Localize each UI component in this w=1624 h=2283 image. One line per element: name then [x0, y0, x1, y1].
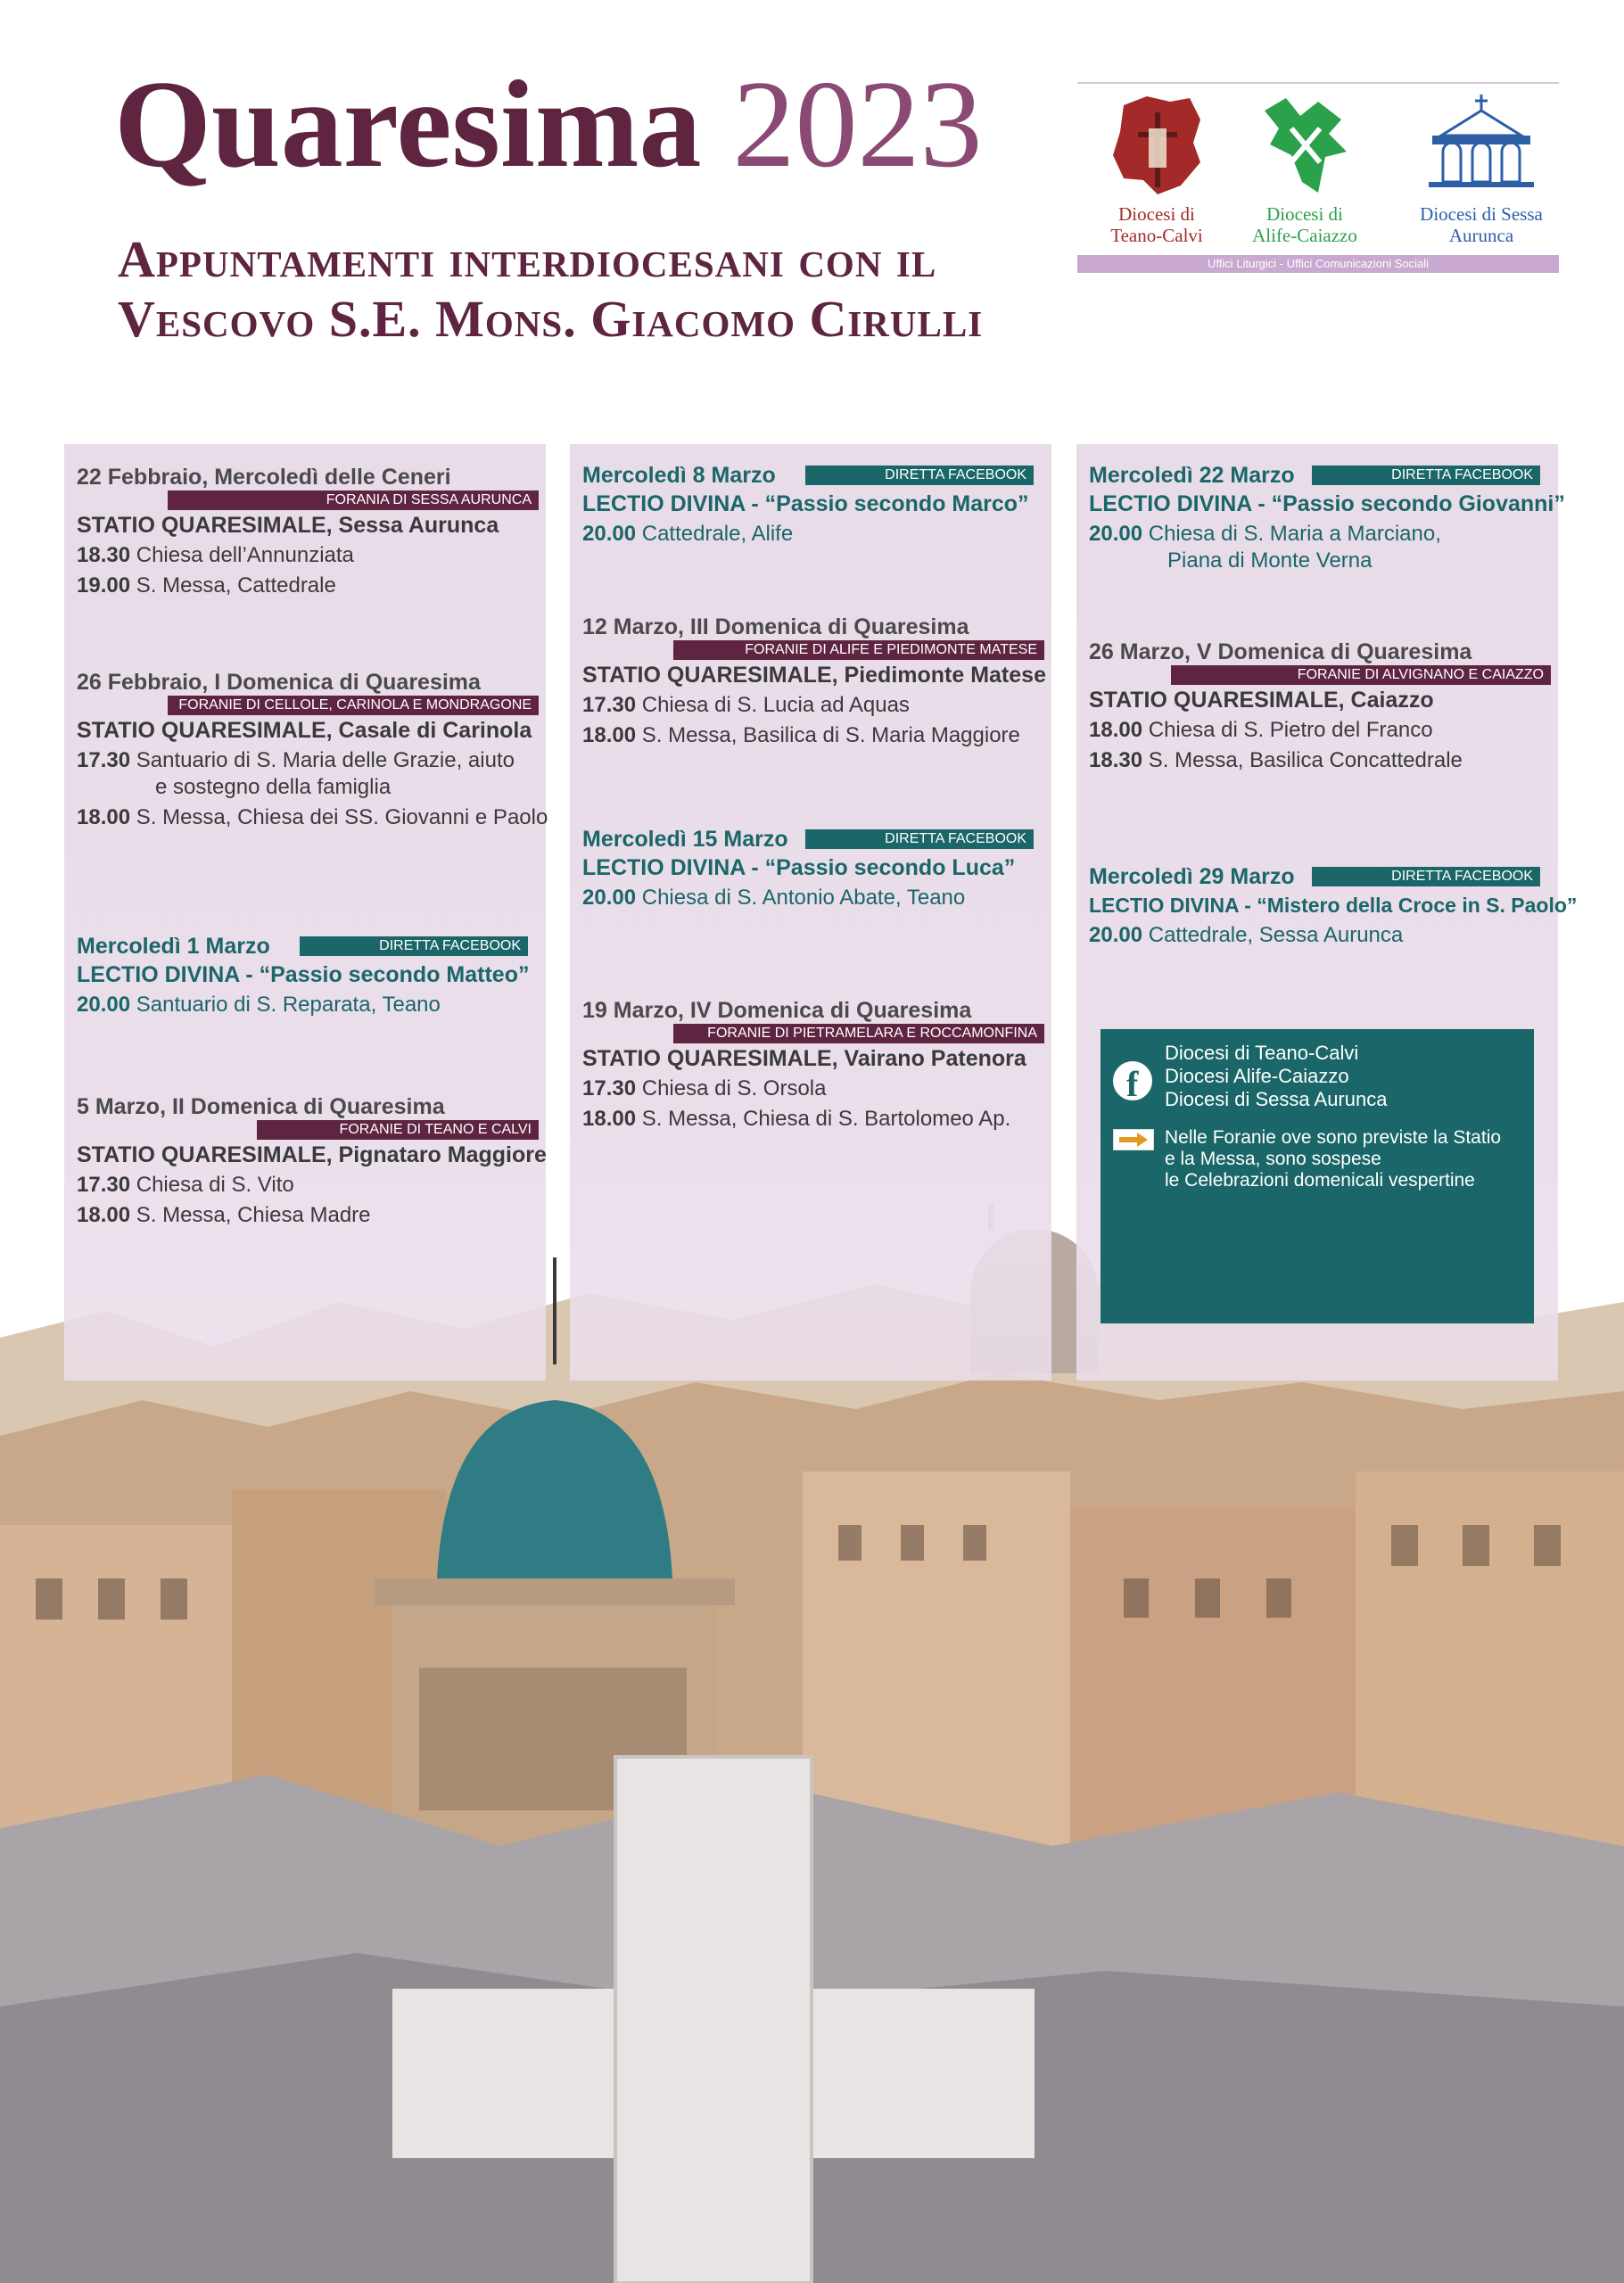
title-year: 2023: [732, 55, 983, 194]
event-title: STATIO QUARESIMALE, Casale di Carinola: [77, 718, 532, 743]
diretta-facebook-tag: DIRETTA FACEBOOK: [805, 466, 1034, 485]
event-line: 18.00 S. Messa, Basilica di S. Maria Maggiore: [582, 723, 1020, 747]
page-subtitle: [118, 230, 983, 349]
event-29-marzo: [1089, 863, 1578, 951]
event-date: 12 Marzo, III Domenica di Quaresima: [582, 614, 969, 639]
facebook-page-alife-caiazzo[interactable]: Diocesi Alife-Caiazzo: [1165, 1065, 1349, 1087]
event-title: LECTIO DIVINA - “Passio secondo Matteo”: [77, 962, 530, 987]
schedule-column-2: [570, 444, 1051, 1381]
event-line: 17.30 Santuario di S. Maria delle Grazie, aiuto: [77, 748, 515, 772]
event-26-marzo: [1089, 639, 1551, 776]
event-date: 5 Marzo, II Domenica di Quaresima: [77, 1094, 445, 1119]
schedule-column-1: [64, 444, 546, 1381]
event-date: 19 Marzo, IV Domenica di Quaresima: [582, 998, 972, 1023]
facebook-icon[interactable]: f: [1113, 1061, 1152, 1100]
logo-teano-calvi-label: Diocesi di Teano-Calvi: [1110, 203, 1203, 247]
diretta-facebook-tag: DIRETTA FACEBOOK: [805, 829, 1034, 849]
forania-tag: FORANIE DI CELLOLE, CARINOLA E MONDRAGONE: [168, 696, 539, 715]
facebook-page-sessa-aurunca[interactable]: Diocesi di Sessa Aurunca: [1165, 1088, 1388, 1110]
event-date: Mercoledì 29 Marzo: [1089, 864, 1295, 889]
event-19-marzo: [582, 997, 1044, 1134]
event-title: LECTIO DIVINA - “Passio secondo Luca”: [582, 855, 1016, 880]
event-title: STATIO QUARESIMALE, Pignataro Maggiore: [77, 1142, 547, 1167]
event-line-continued: e sostegno della famiglia: [155, 775, 392, 799]
event-15-marzo: [582, 826, 1044, 913]
forania-tag: FORANIE DI TEANO E CALVI: [257, 1120, 539, 1140]
diretta-facebook-tag: DIRETTA FACEBOOK: [300, 936, 528, 956]
logo-alife-caiazzo-label: Diocesi di Alife-Caiazzo: [1252, 203, 1357, 247]
event-date: Mercoledì 15 Marzo: [582, 827, 788, 852]
forania-tag: FORANIA DI SESSA AURUNCA: [168, 490, 539, 510]
facebook-info-box: [1101, 1029, 1534, 1323]
alife-caiazzo-map-logo: [1256, 93, 1354, 198]
event-5-marzo: [77, 1093, 547, 1231]
event-26-febbraio: [77, 669, 548, 833]
logo-sessa-aurunca-label: Diocesi di Sessa Aurunca: [1420, 203, 1543, 247]
event-8-marzo: [582, 462, 1044, 549]
event-line-continued: Piana di Monte Verna: [1167, 548, 1373, 573]
event-date: 22 Febbraio, Mercoledì delle Ceneri: [77, 465, 451, 490]
event-line: 17.30 Chiesa di S. Vito: [77, 1173, 294, 1197]
event-22-febbraio: [77, 464, 539, 601]
diretta-facebook-tag: DIRETTA FACEBOOK: [1312, 867, 1540, 886]
forania-tag: FORANIE DI ALIFE E PIEDIMONTE MATESE: [673, 640, 1044, 660]
event-title: STATIO QUARESIMALE, Piedimonte Matese: [582, 663, 1046, 688]
event-line: 18.00 Chiesa di S. Pietro del Franco: [1089, 718, 1433, 742]
event-title: STATIO QUARESIMALE, Caiazzo: [1089, 688, 1434, 713]
forania-tag: FORANIE DI ALVIGNANO E CAIAZZO: [1171, 665, 1551, 685]
event-title: LECTIO DIVINA - “Passio secondo Marco”: [582, 491, 1029, 516]
teano-calvi-map-crucifix-logo: [1108, 93, 1206, 198]
event-line: 18.30 Chiesa dell’Annunziata: [77, 543, 354, 567]
event-line: 18.00 S. Messa, Chiesa di S. Bartolomeo Ap.: [582, 1107, 1011, 1131]
arrow-right-icon: [1113, 1129, 1154, 1150]
subtitle-line-2: Vescovo S.E. Mons. Giacomo Cirulli: [118, 289, 984, 348]
logo-sessa-aurunca: [1414, 93, 1548, 246]
diretta-facebook-tag: DIRETTA FACEBOOK: [1312, 466, 1540, 485]
event-line: 19.00 S. Messa, Cattedrale: [77, 573, 336, 598]
event-date: Mercoledì 22 Marzo: [1089, 463, 1295, 488]
event-date: 26 Marzo, V Domenica di Quaresima: [1089, 639, 1472, 664]
sessa-aurunca-church-logo: [1423, 93, 1539, 198]
event-date: 26 Febbraio, I Domenica di Quaresima: [77, 670, 481, 695]
event-line: 20.00 Santuario di S. Reparata, Teano: [77, 993, 441, 1017]
event-line: 17.30 Chiesa di S. Orsola: [582, 1076, 827, 1100]
event-line: 17.30 Chiesa di S. Lucia ad Aquas: [582, 693, 910, 717]
facebook-page-teano-calvi[interactable]: Diocesi di Teano-Calvi: [1165, 1042, 1359, 1064]
event-22-marzo: [1089, 462, 1565, 576]
event-12-marzo: [582, 614, 1044, 751]
event-line: 20.00 Chiesa di S. Maria a Marciano,: [1089, 522, 1441, 546]
event-title: STATIO QUARESIMALE, Sessa Aurunca: [77, 513, 499, 538]
logo-teano-calvi: [1090, 93, 1224, 246]
vesper-note: Nelle Foranie ove sono previste la Statio e la Messa, sono sospese le Celebrazioni domenicali vespertine: [1165, 1127, 1502, 1191]
event-line: 18.00 S. Messa, Chiesa dei SS. Giovanni e Paolo: [77, 805, 548, 829]
event-date: Mercoledì 8 Marzo: [582, 463, 776, 488]
event-line: 20.00 Cattedrale, Sessa Aurunca: [1089, 923, 1404, 947]
forania-tag: FORANIE DI PIETRAMELARA E ROCCAMONFINA: [673, 1024, 1044, 1043]
logo-alife-caiazzo: [1238, 93, 1372, 246]
logos-offices-bar: Uffici Liturgici - Uffici Comunicazioni Sociali: [1077, 255, 1559, 273]
event-title: LECTIO DIVINA - “Mistero della Croce in S. Paolo”: [1089, 894, 1578, 917]
event-title: STATIO QUARESIMALE, Vairano Patenora: [582, 1046, 1026, 1071]
page-title: Quaresima 2023: [114, 55, 983, 194]
event-line: 18.00 S. Messa, Chiesa Madre: [77, 1203, 371, 1227]
event-date: Mercoledì 1 Marzo: [77, 934, 270, 959]
subtitle-line-1: Appuntamenti interdiocesani con il: [118, 230, 937, 288]
event-line: 20.00 Cattedrale, Alife: [582, 522, 794, 546]
event-line: 20.00 Chiesa di S. Antonio Abate, Teano: [582, 886, 966, 910]
event-line: 18.30 S. Messa, Basilica Concattedrale: [1089, 748, 1463, 772]
event-1-marzo: [77, 933, 539, 1020]
logos-divider: [1077, 82, 1559, 84]
event-title: LECTIO DIVINA - “Passio secondo Giovanni”: [1089, 491, 1565, 516]
